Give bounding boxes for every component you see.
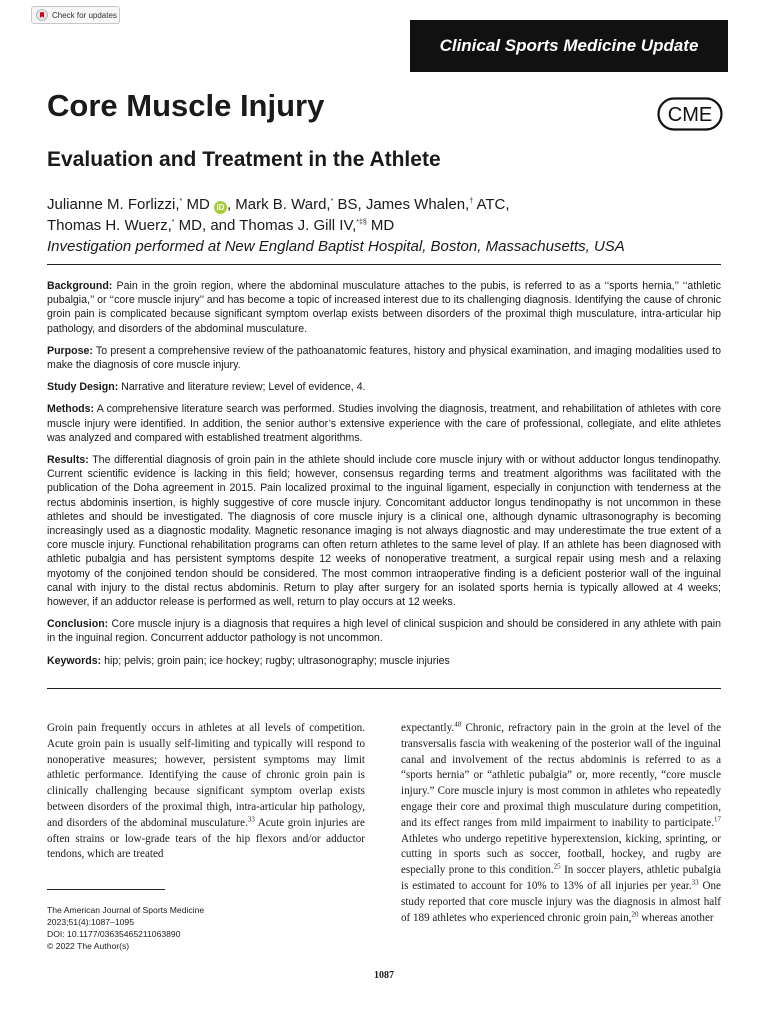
conclusion-label: Conclusion: (47, 618, 109, 631)
author-name: Thomas H. Wuerz, (47, 217, 172, 234)
conclusion-text: Core muscle injury is a diagnosis that requires a high level of clinical suspicion and should be considered in any athlete with pain in the inguinal region. Concurrent adductor pathology is not uncommon. (47, 618, 721, 645)
body-paragraph (47, 721, 365, 863)
abstract-purpose (47, 344, 721, 372)
abstract-bottom-rule (47, 688, 721, 689)
body-column-right (401, 721, 721, 926)
author-affiliation-mark: † (469, 198, 474, 205)
check-updates-icon (36, 9, 48, 21)
author-degree: MD (182, 196, 214, 213)
reference-citation[interactable]: 20 (631, 909, 639, 918)
body-text: Groin pain frequently occurs in athletes at all levels of competition. Acute groin pain is usually self-limiting and typically will respond to nonoperative measures; however, persistent symptoms may limit athletic performance. Identifying the cause of chronic groin pain is clinically challenging because significant symptom overlap exists between disorders of the proximal thigh, intra-articular hip pathology, and disorders of the abdominal musculature. (47, 722, 365, 829)
abstract-keywords (47, 654, 721, 668)
study-design-text: Narrative and literature review; Level of evidence, 4. (118, 381, 366, 394)
body-text: Acute groin injuries are often strains or low-grade tears of the hip flexors and/or adductor tendons, which are treated (47, 816, 365, 861)
journal-footnote (47, 904, 204, 952)
body-text: Athletes who undergo repetitive hyperextension, kicking, sprinting, or cutting in sports such as soccer, football, hockey, and rugby are especially prone to this condition. (401, 832, 721, 877)
author-name: MD, and Thomas J. Gill IV, (174, 217, 357, 234)
journal-copyright: © 2022 The Author(s) (47, 941, 130, 951)
abstract-methods (47, 402, 721, 445)
abstract-results (47, 453, 721, 609)
affiliation: Investigation performed at New England Baptist Hospital, Boston, Massachusetts, USA (47, 238, 625, 255)
footnote-rule (47, 889, 165, 890)
section-banner-text: Clinical Sports Medicine Update (439, 36, 699, 55)
author-name: BS, James Whalen, (333, 196, 470, 213)
section-banner (410, 20, 728, 72)
reference-citation[interactable]: 33 (691, 878, 699, 887)
author-line-1 (47, 194, 737, 215)
check-for-updates-button[interactable] (31, 6, 120, 24)
page-number: 1087 (374, 970, 394, 981)
orcid-icon[interactable]: iD (214, 201, 227, 214)
body-text: Chronic, refractory pain in the groin at the level of the transversalis fascia with weakening of the posterior wall of the inguinal canal and involvement of the rectus abdominis is referred to as a “sports hernia” or “athletic pubalgia” or, more recently, “core muscle injury.” Core muscle injury is most common in athletes who repeatedly engage their core and proximal thigh musculature during competition, and its effect ranges from mild impairment to inability to participate. (401, 722, 721, 829)
background-label: Background: (47, 280, 113, 292)
body-text: In soccer players, athletic pubalgia is estimated to account for 10% to 13% of all injuries per year. (401, 864, 721, 892)
abstract-top-rule (47, 264, 721, 265)
reference-citation[interactable]: 33 (247, 815, 255, 824)
results-label: Results: (47, 454, 89, 467)
journal-volume: 2023;51(4):1087–1095 (47, 917, 134, 927)
cme-logo-text: CME (667, 104, 713, 126)
author-name: , Mark B. Ward, (226, 196, 331, 213)
body-text: One study reported that core muscle injury was the diagnosis in almost half of 189 athletes who experienced chronic groin pain, (401, 879, 721, 924)
methods-label: Methods: (47, 403, 95, 416)
body-text: whereas another (638, 911, 714, 924)
reference-citation[interactable]: 25 (553, 862, 561, 871)
abstract-background (47, 279, 721, 336)
body-text: expectantly. (401, 722, 455, 734)
journal-name: The American Journal of Sports Medicine (47, 905, 205, 915)
study-design-label: Study Design: (47, 381, 119, 394)
body-paragraph (401, 721, 721, 926)
author-line-2 (47, 215, 737, 236)
purpose-text: To present a comprehensive review of the pathoanatomic features, history and physical examination, and imaging modalities used to make the diagnosis of core muscle injury. (47, 344, 721, 372)
author-degree: ATC, (473, 196, 510, 213)
keywords-label: Keywords: (47, 654, 102, 667)
background-text: Pain in the groin region, where the abdominal musculature attaches to the pubis, is referred to as a ‘‘sports hernia,’’ ‘‘athletic pubalgia,’’ or ‘‘core muscle injury’’ and has become a topic of increased interest due to its challenging diagnosis. Identifying the cause of chronic groin pain is complicated because significant symptom overlap exists between disorders of the proximal thigh musculature, intra-articular hip pathology, and disorders of the abdominal musculature. (47, 280, 721, 335)
cme-logo (657, 97, 723, 131)
body-column-left (47, 721, 365, 863)
abstract (47, 279, 721, 676)
author-name: Julianne M. Forlizzi, (47, 196, 180, 213)
article-subtitle: Evaluation and Treatment in the Athlete (47, 148, 441, 171)
author-degree: MD (366, 217, 395, 234)
author-affiliation-mark: * (179, 198, 183, 205)
keywords-text: hip; pelvis; groin pain; ice hockey; rugby; ultrasonography; muscle injuries (101, 654, 450, 667)
journal-doi[interactable]: DOI: 10.1177/03635465211063890 (47, 929, 181, 939)
article-title: Core Muscle Injury (47, 88, 325, 123)
author-affiliation-mark: *‡§ (356, 219, 367, 226)
methods-text: A comprehensive literature search was performed. Studies involving the diagnosis, treatment, and rehabilitation of athletes with core muscle injury were identified. In addition, the senior author’s extensive experience with the care of professional, collegiate, and elite athletes was analyzed and compared with established treatment algorithms. (47, 403, 721, 444)
reference-citation[interactable]: 48 (454, 720, 462, 729)
abstract-study-design (47, 380, 721, 394)
reference-citation[interactable]: 17 (714, 815, 721, 824)
purpose-label: Purpose: (47, 344, 93, 357)
check-for-updates-label: Check for updates (52, 10, 117, 20)
author-list (47, 194, 737, 257)
author-affiliation-mark: * (171, 219, 175, 226)
results-text: The differential diagnosis of groin pain in the athlete should include core muscle injury with or without adductor longus tendinopathy. Current scientific evidence is lacking in this field; however, consensus regarding terms and treatment algorithms was facilitated with the publication of the Doha agreement in 2015. Pain localized proximal to the inguinal ligament, especially in conjunction with tenderness at the rectus abdominis insertion, is highly suggestive of core muscle injury. Concomitant adductor longus tendinopathy is not uncommon in these athletes and should be investigated. The diagnosis of core muscle injury is a clinical one, although dynamic ultrasonography is becoming increasingly used as a diagnostic modality. Magnetic resonance imaging is not always diagnostic and may underestimate the true extent of a core muscle injury. Functional rehabilitation programs can often return athletes to the same level of play. If an athlete has been diagnosed with athletic pubalgia and has persistent symptoms despite 12 weeks of nonoperative treatment, a surgical repair using mesh and a relaxing myotomy of the conjoined tendon should be considered. The most common intraoperative finding is a deficient posterior wall of the inguinal canal with injury to the distal rectus abdominis. Return to play after surgery for an isolated sports hernia is typically allowed at 4 weeks; however, if an adductor release is performed as well, return to play occurs at 12 weeks. (47, 454, 721, 609)
author-affiliation-mark: * (330, 198, 334, 205)
abstract-conclusion (47, 617, 721, 645)
